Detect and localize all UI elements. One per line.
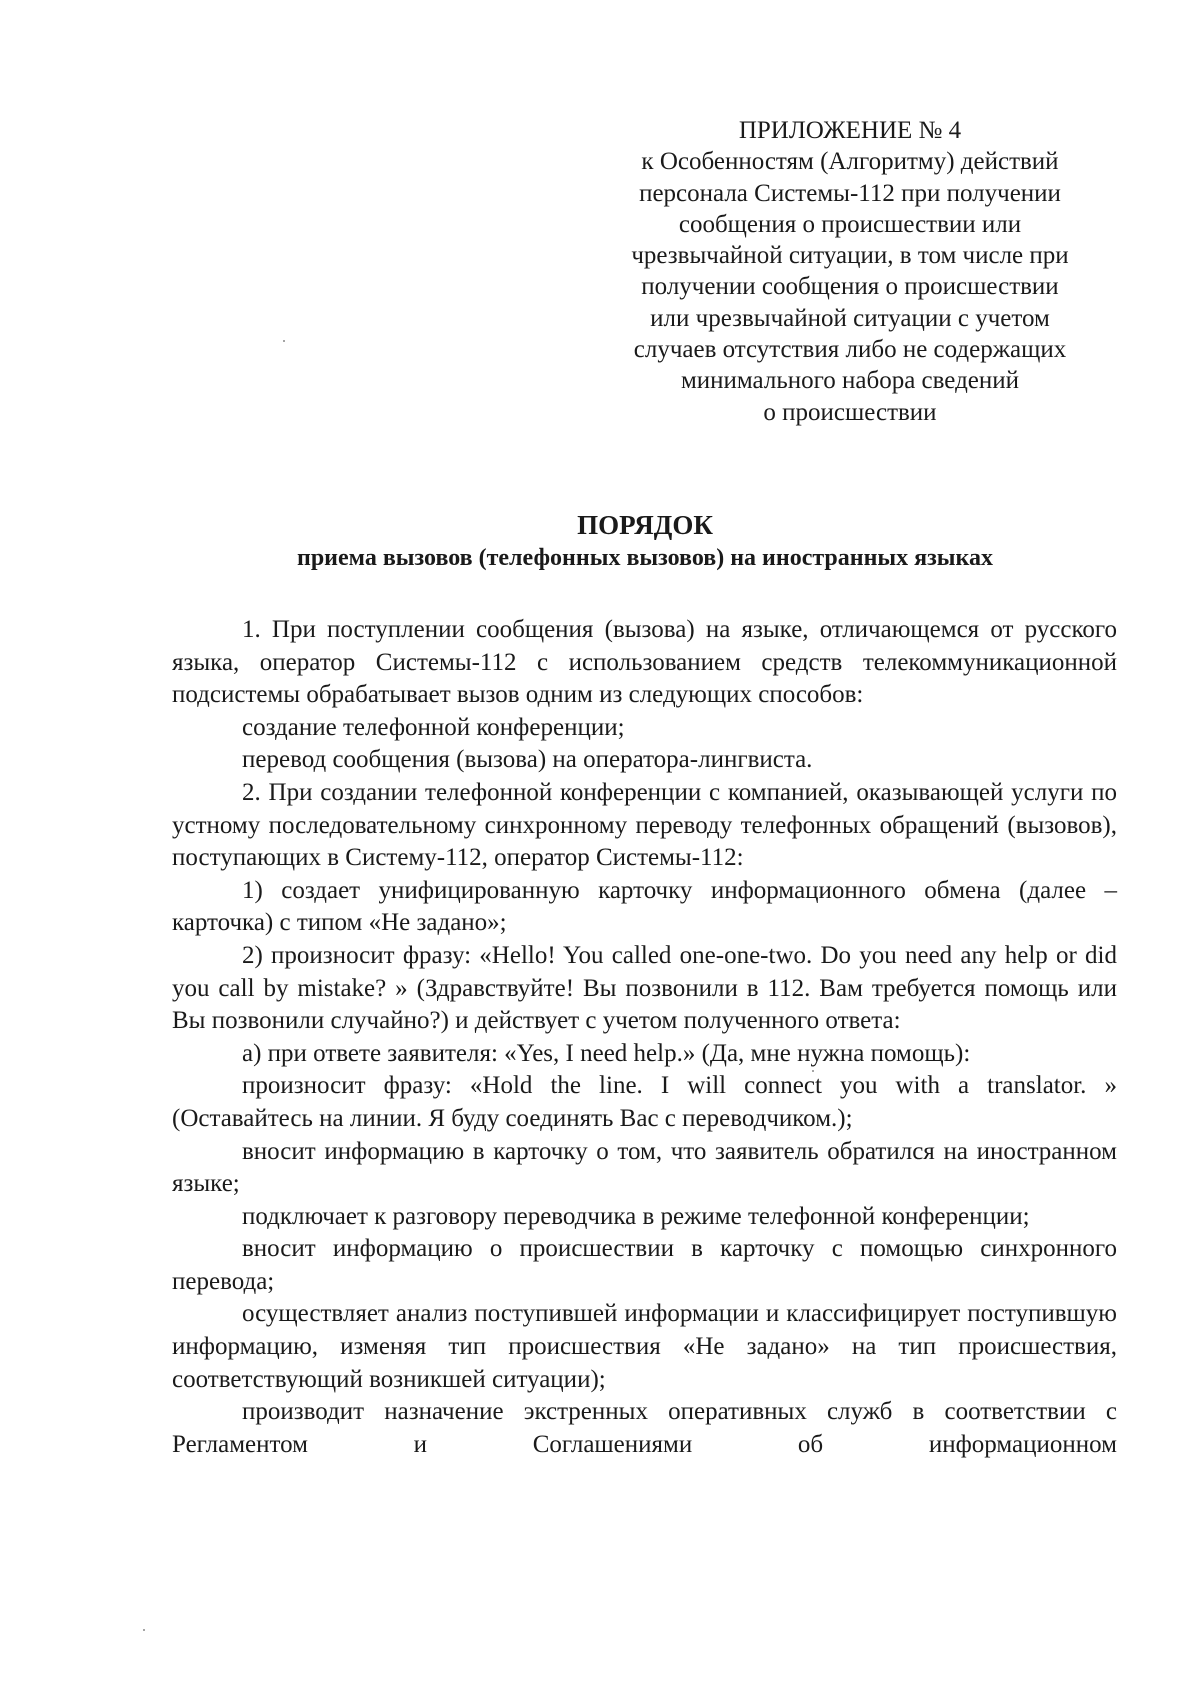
- scan-speck: [143, 1629, 145, 1631]
- paragraph: вносит информацию о происшествии в карточку с помощью синхронного перевода;: [172, 1235, 1117, 1295]
- appendix-line: минимального набора сведений: [680, 367, 1020, 395]
- paragraph: производит назначение экстренных оперативных служб в соответствии с Регламентом и Соглашениями об информационном: [172, 1398, 1117, 1458]
- appendix-block: [600, 115, 1100, 428]
- appendix-line: случаев отсутствия либо не содержащих: [633, 336, 1067, 364]
- document-subtitle: приема вызовов (телефонных вызовов) на иностранных языках: [297, 545, 993, 571]
- appendix-line: чрезвычайной ситуации, в том числе при: [631, 242, 1069, 270]
- paragraph: создание телефонной конференции;: [242, 713, 625, 741]
- document-body: [172, 614, 1117, 1461]
- appendix-line: получении сообщения о происшествии: [641, 273, 1059, 301]
- appendix-line: к Особенностям (Алгоритму) действий: [641, 148, 1059, 176]
- appendix-line: или чрезвычайной ситуации с учетом: [650, 304, 1050, 332]
- document-title: ПОРЯДОК: [577, 510, 713, 540]
- scan-speck: [812, 1070, 814, 1072]
- paragraph: а) при ответе заявителя: «Yes, I need help.» (Да, мне нужна помощь):: [242, 1039, 971, 1067]
- paragraph: осуществляет анализ поступившей информации и классифицирует поступившую информацию, изменяя тип происшествия «Не задано» на тип происшествия, соответствующий возникшей ситуации);: [172, 1300, 1117, 1393]
- paragraph: перевод сообщения (вызова) на оператора-лингвиста.: [242, 746, 813, 774]
- paragraph: произносит фразу: «Hold the line. I will connect you with a translator. » (Оставайтесь на линии. Я буду соединять Вас с переводчиком.);: [172, 1072, 1117, 1132]
- paragraph: 2) произносит фразу: «Hello! You called one-one-two. Do you need any help or did you call by mistake? » (Здравствуйте! Вы позвонили в 112. Вам требуется помощь или Вы позвонили случайно?) и действует с учетом полученного ответа:: [172, 941, 1117, 1035]
- scan-speck: [283, 340, 285, 342]
- appendix-line: сообщения о происшествии или: [678, 210, 1022, 238]
- appendix-title: ПРИЛОЖЕНИЕ № 4: [738, 117, 962, 144]
- paragraph: 2. При создании телефонной конференции с компанией, оказывающей услуги по устному последовательному синхронному переводу телефонных обращений (вызовов), поступающих в Систему-112, оператор Системы-112:: [172, 778, 1117, 872]
- paragraph: подключает к разговору переводчика в режиме телефонной конференции;: [242, 1202, 1030, 1230]
- paragraph: вносит информацию в карточку о том, что заявитель обратился на иностранном языке;: [172, 1137, 1117, 1198]
- appendix-line: персонала Системы-112 при получении: [639, 179, 1061, 207]
- paragraph: 1) создает унифицированную карточку информационного обмена (далее – карточка) с типом «Не задано»;: [172, 876, 1117, 937]
- appendix-line: о происшествии: [763, 398, 937, 426]
- paragraph: 1. При поступлении сообщения (вызова) на языке, отличающемся от русского языка, оператор Системы-112 с использованием средств телекоммуникационной подсистемы обрабатывает вызов одним из следующих способов:: [172, 616, 1117, 709]
